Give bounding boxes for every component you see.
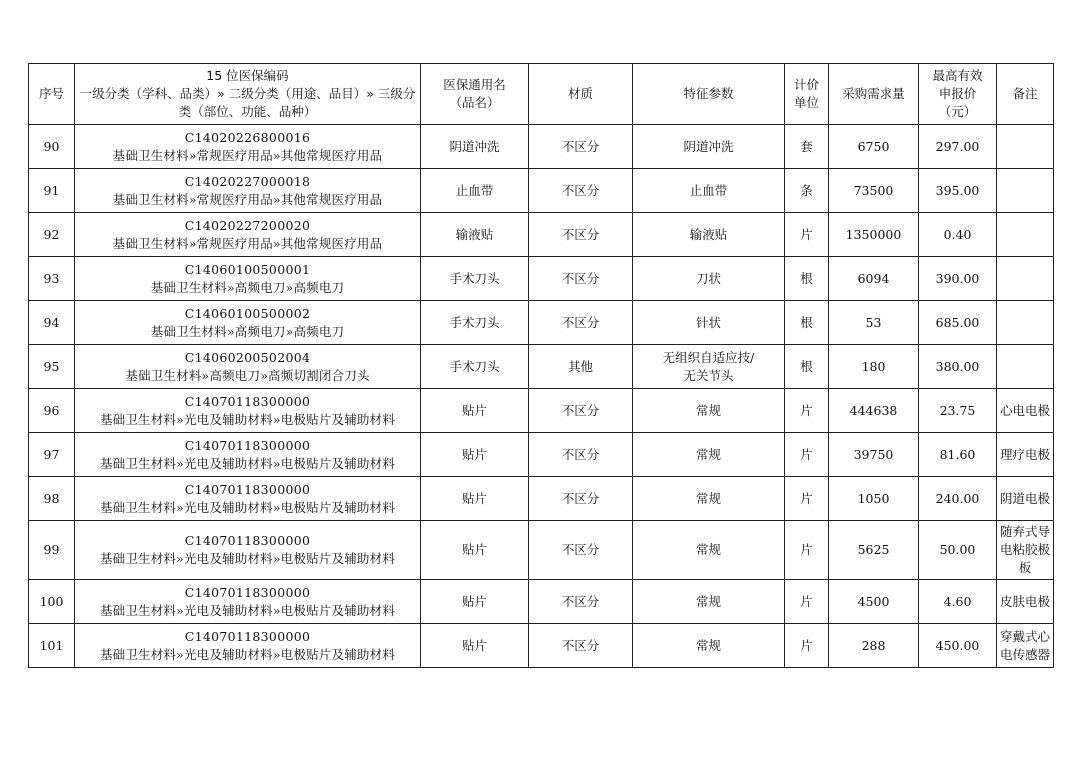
- row-unit: 条: [785, 169, 829, 213]
- row-code-cell: [75, 521, 421, 580]
- row-price: 380.00: [919, 345, 997, 389]
- table-row: [29, 433, 1054, 477]
- row-code: C14070118300000: [184, 628, 311, 644]
- row-material: 不区分: [529, 624, 633, 668]
- row-code-cell: [75, 169, 421, 213]
- row-quantity: 1050: [829, 477, 919, 521]
- row-material: 其他: [529, 345, 633, 389]
- row-quantity: 444638: [829, 389, 919, 433]
- row-unit: 片: [785, 580, 829, 624]
- row-price: 395.00: [919, 169, 997, 213]
- row-params: 常规: [633, 433, 785, 477]
- row-quantity: 6094: [829, 257, 919, 301]
- header-code-sub: 一级分类（学科、品类）» 二级分类（用途、品目）» 三级分类（部位、功能、品种）: [79, 86, 416, 119]
- row-note-line3: 板: [1018, 560, 1032, 575]
- row-quantity: 1350000: [829, 213, 919, 257]
- row-quantity: 180: [829, 345, 919, 389]
- row-quantity: 53: [829, 301, 919, 345]
- row-note: [997, 257, 1054, 301]
- row-note: 皮肤电极: [997, 580, 1054, 624]
- row-seq: 91: [29, 169, 75, 213]
- row-params: 止血带: [633, 169, 785, 213]
- row-category: 基础卫生材料»光电及辅助材料»电极贴片及辅助材料: [99, 499, 396, 515]
- row-name: 贴片: [421, 624, 529, 668]
- row-category: 基础卫生材料»光电及辅助材料»电极贴片及辅助材料: [99, 551, 396, 566]
- row-code: C14070118300000: [184, 481, 311, 497]
- row-category: 基础卫生材料»光电及辅助材料»电极贴片及辅助材料: [99, 646, 396, 662]
- row-unit: 套: [785, 125, 829, 169]
- row-category: 基础卫生材料»高频电刀»高频电刀: [150, 323, 345, 339]
- row-price: 297.00: [919, 125, 997, 169]
- row-code: C14060100500002: [184, 305, 311, 321]
- row-name: 阴道冲洗: [421, 125, 529, 169]
- row-code-cell: [75, 125, 421, 169]
- row-note: [997, 169, 1054, 213]
- row-category: 基础卫生材料»光电及辅助材料»电极贴片及辅助材料: [99, 411, 396, 427]
- header-price-line3: （元）: [938, 104, 977, 119]
- row-price: 4.60: [919, 580, 997, 624]
- table-row: [29, 521, 1054, 580]
- row-name: 贴片: [421, 477, 529, 521]
- row-category: 基础卫生材料»常规医疗用品»其他常规医疗用品: [112, 191, 383, 207]
- row-quantity: 4500: [829, 580, 919, 624]
- row-params: 常规: [633, 477, 785, 521]
- row-name: 贴片: [421, 389, 529, 433]
- row-code-cell: [75, 433, 421, 477]
- header-quantity: 采购需求量: [829, 64, 919, 125]
- table-header-row: [29, 64, 1054, 125]
- row-params: 阴道冲洗: [633, 125, 785, 169]
- row-category: 基础卫生材料»常规医疗用品»其他常规医疗用品: [112, 147, 383, 163]
- row-code: C14020227000018: [184, 173, 311, 189]
- row-note: [997, 521, 1054, 580]
- row-unit: 片: [785, 213, 829, 257]
- row-params: 针状: [633, 301, 785, 345]
- header-generic-name-line1: 医保通用名: [443, 77, 506, 92]
- row-category: 基础卫生材料»常规医疗用品»其他常规医疗用品: [112, 235, 383, 251]
- row-seq: 94: [29, 301, 75, 345]
- row-code: C14070118300000: [184, 393, 311, 409]
- header-price: [919, 64, 997, 125]
- row-params-line1: 无组织自适应技/: [662, 349, 755, 365]
- row-unit: 根: [785, 345, 829, 389]
- row-material: 不区分: [529, 477, 633, 521]
- row-unit: 片: [785, 433, 829, 477]
- table-row: [29, 301, 1054, 345]
- header-generic-name-line2: （品名）: [449, 95, 500, 110]
- row-code-cell: [75, 477, 421, 521]
- row-code: C14060200502004: [184, 349, 311, 365]
- row-name: 止血带: [421, 169, 529, 213]
- table-row: [29, 125, 1054, 169]
- row-code: C14020227200020: [184, 217, 311, 233]
- row-name: 输液贴: [421, 213, 529, 257]
- row-seq: 98: [29, 477, 75, 521]
- row-note-line2: 电粘胶极: [1000, 542, 1051, 557]
- table-row: [29, 213, 1054, 257]
- row-price: 50.00: [919, 521, 997, 580]
- row-name: 贴片: [421, 433, 529, 477]
- header-seq: 序号: [29, 64, 75, 125]
- header-material: 材质: [529, 64, 633, 125]
- table-row: [29, 580, 1054, 624]
- row-name: 贴片: [421, 521, 529, 580]
- row-seq: 100: [29, 580, 75, 624]
- row-category: 基础卫生材料»高频电刀»高频切割闭合刀头: [125, 367, 370, 383]
- row-quantity: 288: [829, 624, 919, 668]
- row-params: 输液贴: [633, 213, 785, 257]
- row-unit: 片: [785, 521, 829, 580]
- row-quantity: 5625: [829, 521, 919, 580]
- row-code-cell: [75, 624, 421, 668]
- row-note: 理疗电极: [997, 433, 1054, 477]
- row-params: 常规: [633, 580, 785, 624]
- row-params: 常规: [633, 389, 785, 433]
- table-row: [29, 169, 1054, 213]
- row-note-line1: 随弃式导: [1000, 524, 1051, 539]
- row-note: [997, 301, 1054, 345]
- row-material: 不区分: [529, 521, 633, 580]
- row-unit: 片: [785, 624, 829, 668]
- row-seq: 96: [29, 389, 75, 433]
- row-seq: 92: [29, 213, 75, 257]
- row-code: C14070118300000: [184, 437, 311, 453]
- row-material: 不区分: [529, 389, 633, 433]
- row-price: 23.75: [919, 389, 997, 433]
- row-material: 不区分: [529, 580, 633, 624]
- row-params: [633, 345, 785, 389]
- row-note-line1: 穿戴式心: [1000, 628, 1051, 644]
- row-quantity: 39750: [829, 433, 919, 477]
- row-code: C14070118300000: [184, 533, 311, 548]
- row-code: C14060100500001: [184, 261, 311, 277]
- row-material: 不区分: [529, 125, 633, 169]
- header-unit-line2: 单位: [793, 95, 819, 110]
- row-seq: 95: [29, 345, 75, 389]
- table-row: [29, 624, 1054, 668]
- row-unit: 片: [785, 389, 829, 433]
- row-category: 基础卫生材料»光电及辅助材料»电极贴片及辅助材料: [99, 602, 396, 618]
- row-category: 基础卫生材料»高频电刀»高频电刀: [150, 279, 345, 295]
- row-code-cell: [75, 257, 421, 301]
- table-row: [29, 257, 1054, 301]
- row-name: 手术刀头: [421, 257, 529, 301]
- row-material: 不区分: [529, 301, 633, 345]
- row-code: C14020226800016: [184, 129, 311, 145]
- row-code-cell: [75, 580, 421, 624]
- row-quantity: 73500: [829, 169, 919, 213]
- row-note: [997, 125, 1054, 169]
- row-note: 心电电极: [997, 389, 1054, 433]
- row-note: [997, 345, 1054, 389]
- row-material: 不区分: [529, 169, 633, 213]
- row-material: 不区分: [529, 257, 633, 301]
- row-name: 贴片: [421, 580, 529, 624]
- row-unit: 根: [785, 301, 829, 345]
- header-unit: [785, 64, 829, 125]
- row-seq: 93: [29, 257, 75, 301]
- row-price: 240.00: [919, 477, 997, 521]
- header-code-title: 15 位医保编码: [206, 68, 289, 83]
- header-note: 备注: [997, 64, 1054, 125]
- row-quantity: 6750: [829, 125, 919, 169]
- table-row: [29, 345, 1054, 389]
- row-price: 450.00: [919, 624, 997, 668]
- header-params: 特征参数: [633, 64, 785, 125]
- table-row: [29, 477, 1054, 521]
- row-note: [997, 624, 1054, 668]
- header-price-line2: 申报价: [938, 86, 977, 101]
- row-price: 390.00: [919, 257, 997, 301]
- row-seq: 101: [29, 624, 75, 668]
- row-note-line2: 电传感器: [1000, 646, 1051, 662]
- row-price: 0.40: [919, 213, 997, 257]
- row-note: [997, 213, 1054, 257]
- row-params: 常规: [633, 624, 785, 668]
- row-params-line2: 无关节头: [683, 367, 734, 383]
- row-seq: 90: [29, 125, 75, 169]
- row-note: 阴道电极: [997, 477, 1054, 521]
- header-price-line1: 最高有效: [932, 68, 983, 83]
- row-code-cell: [75, 345, 421, 389]
- row-code-cell: [75, 389, 421, 433]
- row-unit: 片: [785, 477, 829, 521]
- row-code: C14070118300000: [184, 584, 311, 600]
- row-material: 不区分: [529, 213, 633, 257]
- row-name: 手术刀头: [421, 301, 529, 345]
- row-price: 81.60: [919, 433, 997, 477]
- row-params: 刀状: [633, 257, 785, 301]
- row-code-cell: [75, 213, 421, 257]
- header-code: [75, 64, 421, 125]
- procurement-table: [28, 63, 1054, 668]
- row-params: 常规: [633, 521, 785, 580]
- row-seq: 99: [29, 521, 75, 580]
- row-name: 手术刀头: [421, 345, 529, 389]
- row-seq: 97: [29, 433, 75, 477]
- row-material: 不区分: [529, 433, 633, 477]
- row-unit: 根: [785, 257, 829, 301]
- table-row: [29, 389, 1054, 433]
- header-generic-name: [421, 64, 529, 125]
- header-unit-line1: 计价: [793, 77, 819, 92]
- row-category: 基础卫生材料»光电及辅助材料»电极贴片及辅助材料: [99, 455, 396, 471]
- row-price: 685.00: [919, 301, 997, 345]
- row-code-cell: [75, 301, 421, 345]
